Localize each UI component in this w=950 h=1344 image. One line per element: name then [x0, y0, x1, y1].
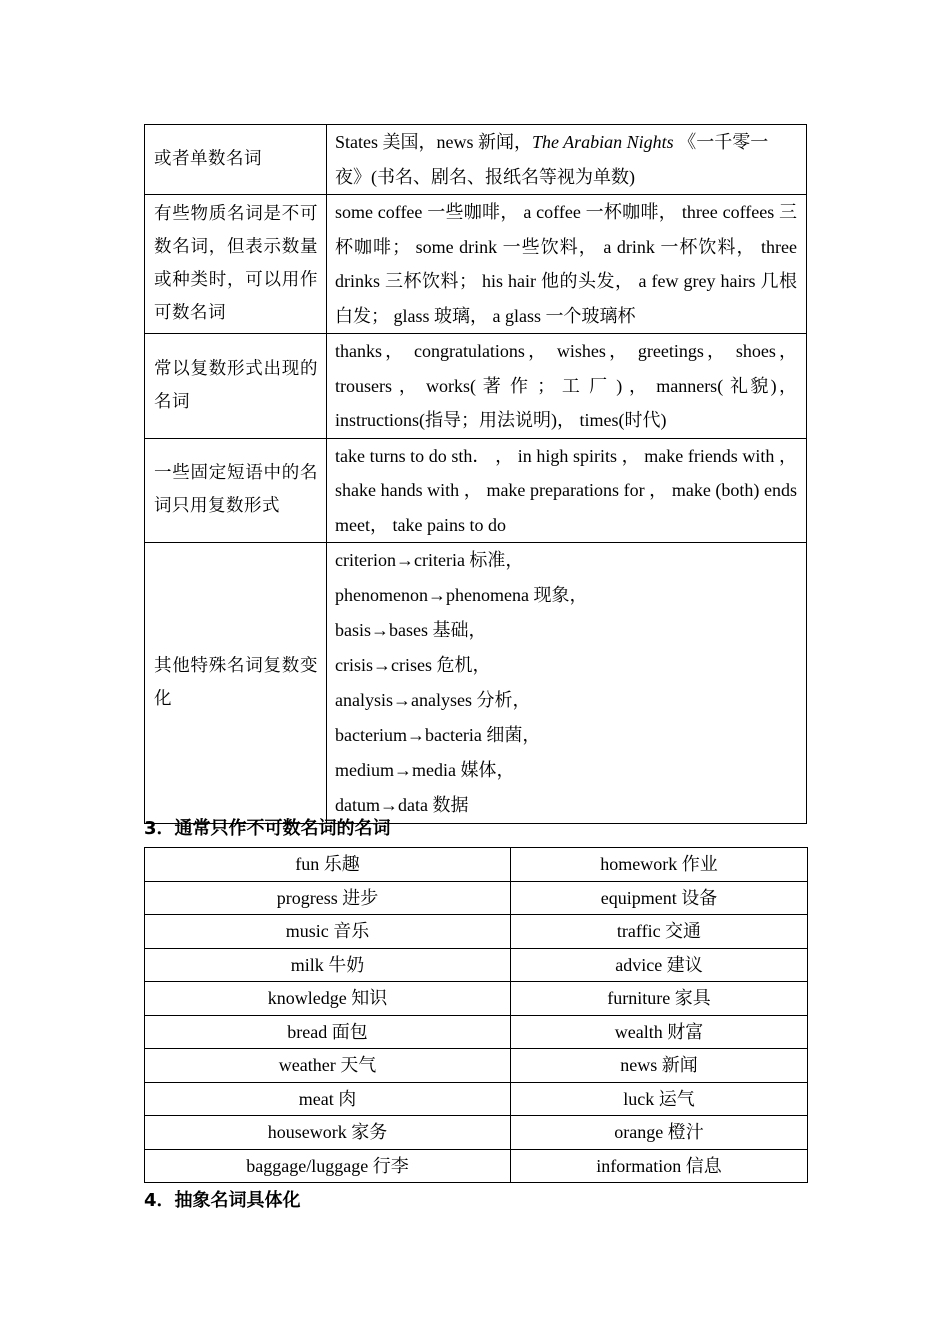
- table-row: [145, 915, 808, 949]
- book-title: The Arabian Nights: [532, 132, 674, 152]
- table-cell: fun 乐趣: [145, 848, 511, 882]
- section-heading: 4．抽象名词具体化: [144, 1190, 301, 1211]
- table-cell: luck 运气: [511, 1082, 808, 1116]
- table-cell: baggage/luggage 行李: [145, 1149, 511, 1183]
- example-cell: [327, 543, 807, 824]
- table-row: [145, 125, 807, 195]
- example-line: 夜》(书名、剧名、报纸名等视为单数): [335, 166, 635, 187]
- table-cell: progress 进步: [145, 881, 511, 915]
- example-cell: some coffee 一些咖啡， a coffee 一杯咖啡， three coffees 三杯咖啡； some drink 一些饮料， a drink 一杯饮料， three drinks 三杯饮料； his hair 他的头发， a few grey hairs 几根白发； glass 玻璃， a glass 一个玻璃杯: [327, 195, 807, 334]
- table-row: [145, 543, 807, 824]
- table-row: [145, 334, 807, 439]
- uncountable-nouns-table: [144, 847, 808, 1183]
- table-cell: housework 家务: [145, 1116, 511, 1150]
- table-cell: news 新闻: [511, 1049, 808, 1083]
- list-item: criterion→criteria 标准，: [335, 550, 524, 570]
- example-cell: [327, 125, 807, 195]
- list-item: medium→media 媒体，: [335, 760, 515, 780]
- list-item: basis→bases 基础，: [335, 620, 487, 640]
- rule-cell: 一些固定短语中的名词只用复数形式: [145, 438, 327, 543]
- rule-cell: 其他特殊名词复数变化: [145, 543, 327, 824]
- list-item: analysis→analyses 分析，: [335, 690, 531, 710]
- plural-rules-table: [144, 124, 807, 824]
- table-row: [145, 1082, 808, 1116]
- table-cell: meat 肉: [145, 1082, 511, 1116]
- table-row: [145, 438, 807, 543]
- table-cell: bread 面包: [145, 1015, 511, 1049]
- example-line: States 美国，news 新闻，The Arabian Nights 《一千零一: [335, 132, 769, 152]
- example-cell: thanks， congratulations， wishes， greetings， shoes， trousers ， works( 著 作 ； 工 厂 ) ， manners( 礼貌)， instructions(指导；用法说明)， times(时代): [327, 334, 807, 439]
- table-cell: milk 牛奶: [145, 948, 511, 982]
- rule-cell: 常以复数形式出现的名词: [145, 334, 327, 439]
- table-cell: music 音乐: [145, 915, 511, 949]
- table-row: [145, 1116, 808, 1150]
- table-row: [145, 948, 808, 982]
- table-cell: knowledge 知识: [145, 982, 511, 1016]
- table-row: [145, 1149, 808, 1183]
- table-cell: weather 天气: [145, 1049, 511, 1083]
- table-cell: information 信息: [511, 1149, 808, 1183]
- rule-cell: 或者单数名词: [145, 125, 327, 195]
- table-cell: equipment 设备: [511, 881, 808, 915]
- table-row: [145, 881, 808, 915]
- table-cell: advice 建议: [511, 948, 808, 982]
- section-heading: 3．通常只作不可数名词的名词: [144, 818, 391, 839]
- table-row: [145, 848, 808, 882]
- list-item: bacterium→bacteria 细菌，: [335, 725, 541, 745]
- table-cell: traffic 交通: [511, 915, 808, 949]
- list-item: crisis→crises 危机，: [335, 655, 491, 675]
- table-cell: furniture 家具: [511, 982, 808, 1016]
- list-item: datum→data 数据: [335, 795, 469, 815]
- table-row: [145, 982, 808, 1016]
- table-cell: homework 作业: [511, 848, 808, 882]
- list-item: phenomenon→phenomena 现象，: [335, 585, 588, 605]
- table-row: [145, 195, 807, 334]
- example-cell: take turns to do sth． ， in high spirits ， make friends with ， shake hands with ， make preparations for ， make (both) ends meet， take pains to do: [327, 438, 807, 543]
- table-cell: wealth 财富: [511, 1015, 808, 1049]
- table-cell: orange 橙汁: [511, 1116, 808, 1150]
- table-row: [145, 1049, 808, 1083]
- rule-cell: 有些物质名词是不可数名词，但表示数量或种类时，可以用作可数名词: [145, 195, 327, 334]
- table-row: [145, 1015, 808, 1049]
